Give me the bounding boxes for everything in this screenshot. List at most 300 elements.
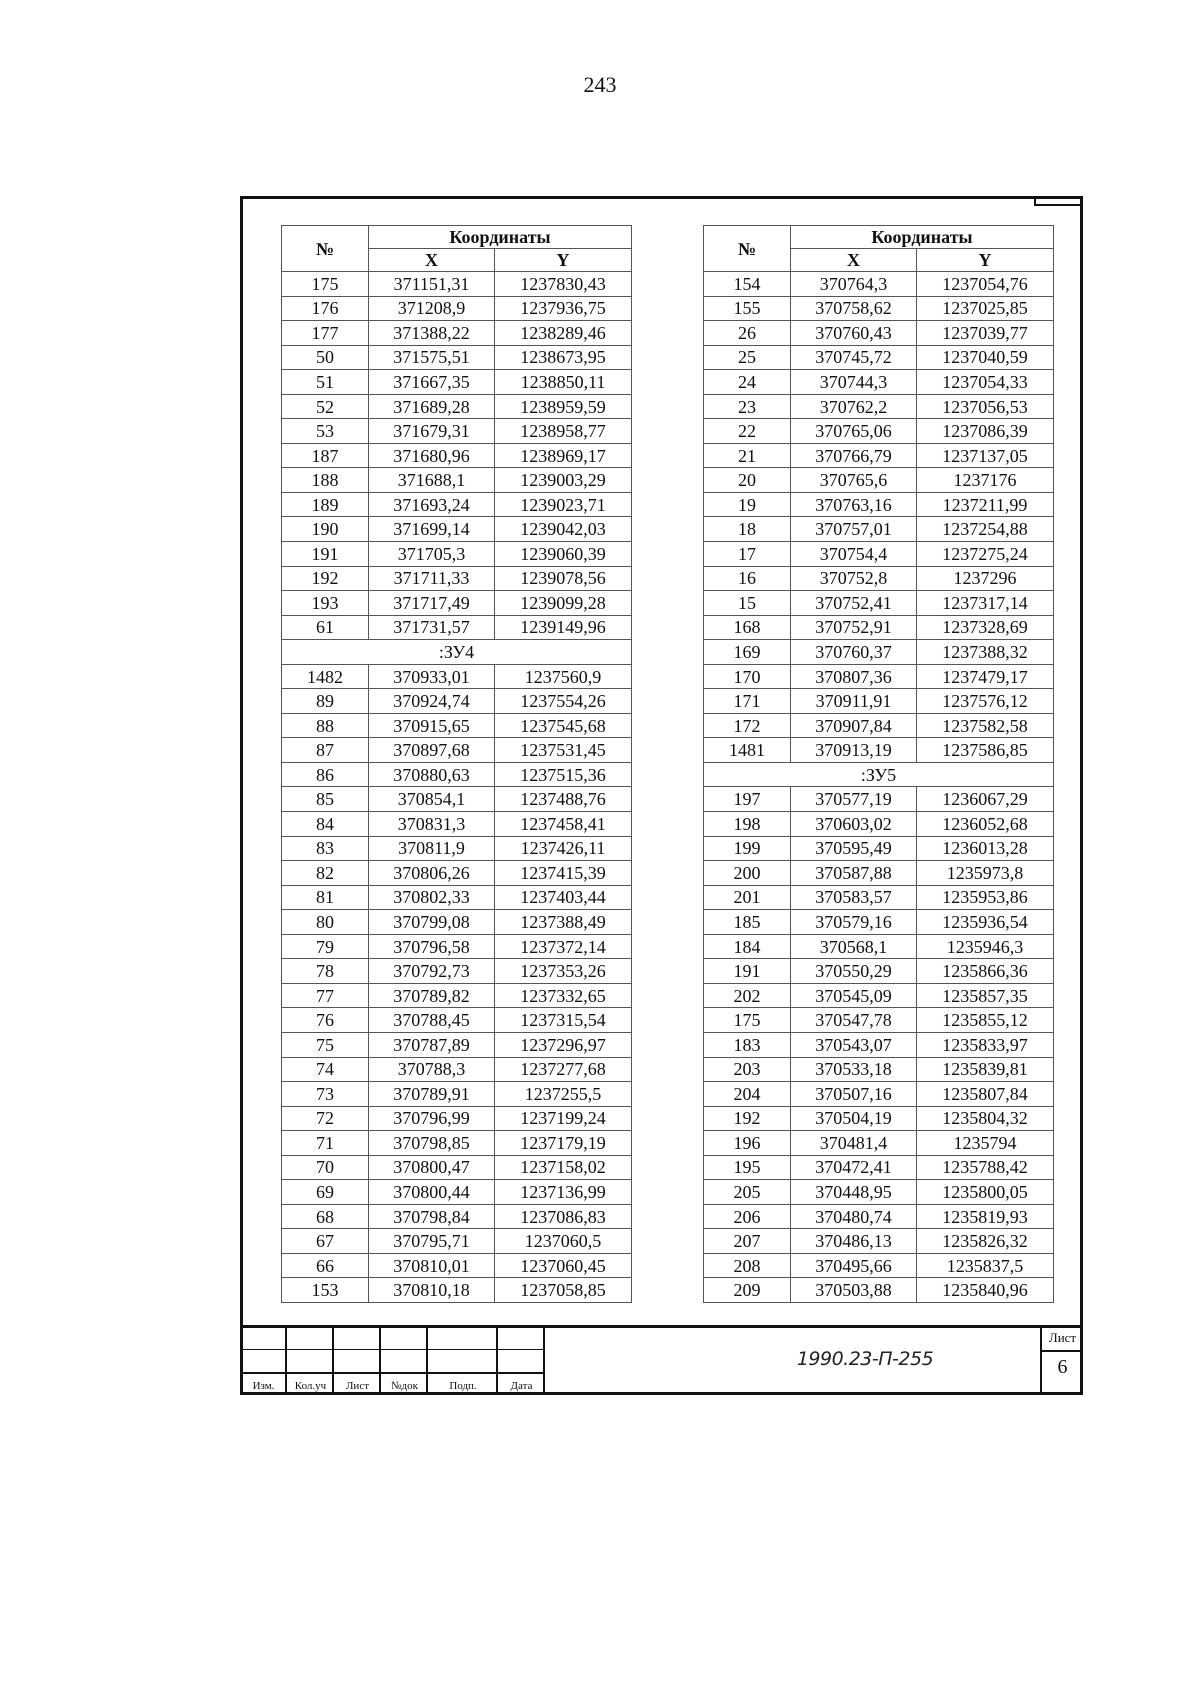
coord-y: 1238850,11	[495, 370, 632, 395]
coord-x: 370765,06	[791, 419, 917, 444]
coord-x: 370788,45	[369, 1008, 495, 1033]
sheet-label: Лист	[1048, 1330, 1077, 1345]
coord-y: 1237025,85	[917, 296, 1054, 321]
coord-x: 370765,6	[791, 468, 917, 493]
coord-y: 1237086,39	[917, 419, 1054, 444]
table-row	[704, 1082, 1054, 1107]
table-row	[704, 664, 1054, 689]
table-row	[282, 615, 632, 640]
coord-y: 1237086,83	[495, 1204, 632, 1229]
coord-x: 370854,1	[369, 787, 495, 812]
coord-y: 1235857,35	[917, 983, 1054, 1008]
table-row	[282, 1057, 632, 1082]
coord-y: 1237054,33	[917, 370, 1054, 395]
table-row	[704, 1278, 1054, 1303]
point-number: 176	[282, 296, 369, 321]
point-number: 153	[282, 1278, 369, 1303]
point-number: 87	[282, 738, 369, 763]
coord-x: 370795,71	[369, 1229, 495, 1254]
table-row	[282, 517, 632, 542]
point-number: 67	[282, 1229, 369, 1254]
coord-y: 1235788,42	[917, 1155, 1054, 1180]
point-number: 188	[282, 468, 369, 493]
table-row	[282, 1253, 632, 1278]
coord-y: 1237296	[917, 566, 1054, 591]
coord-y: 1237830,43	[495, 272, 632, 297]
sheet-number: 6	[1057, 1356, 1068, 1378]
point-number: 17	[704, 542, 791, 567]
sheet-box	[1040, 1328, 1083, 1395]
coord-y: 1239099,28	[495, 591, 632, 616]
table-row	[282, 861, 632, 886]
table-row	[704, 591, 1054, 616]
table-row	[704, 787, 1054, 812]
point-number: 200	[704, 861, 791, 886]
coord-y: 1237332,65	[495, 983, 632, 1008]
coord-x: 370587,88	[791, 861, 917, 886]
point-number: 18	[704, 517, 791, 542]
point-number: 68	[282, 1204, 369, 1229]
coord-x: 370533,18	[791, 1057, 917, 1082]
frame-corner-mark	[1034, 199, 1080, 206]
coord-y: 1235819,93	[917, 1204, 1054, 1229]
table-row	[704, 910, 1054, 935]
point-number: 171	[704, 689, 791, 714]
table-row	[282, 959, 632, 984]
point-number: 84	[282, 812, 369, 837]
coord-y: 1237328,69	[917, 615, 1054, 640]
point-number: 189	[282, 492, 369, 517]
point-number: 69	[282, 1180, 369, 1205]
coord-y: 1237353,26	[495, 959, 632, 984]
coord-x: 370806,26	[369, 861, 495, 886]
coord-y: 1237488,76	[495, 787, 632, 812]
point-number: 201	[704, 885, 791, 910]
coord-x: 370472,41	[791, 1155, 917, 1180]
coord-y: 1237211,99	[917, 492, 1054, 517]
point-number: 75	[282, 1032, 369, 1057]
coord-x: 371680,96	[369, 443, 495, 468]
table-row	[704, 321, 1054, 346]
sheet-divider	[1042, 1350, 1083, 1352]
point-number: 74	[282, 1057, 369, 1082]
point-number: 71	[282, 1131, 369, 1156]
point-number: 204	[704, 1082, 791, 1107]
table-row	[704, 566, 1054, 591]
coord-x: 370495,66	[791, 1253, 917, 1278]
table-row	[704, 272, 1054, 297]
table-row	[282, 689, 632, 714]
coord-x: 371705,3	[369, 542, 495, 567]
point-number: 25	[704, 345, 791, 370]
coord-x: 371711,33	[369, 566, 495, 591]
table-row	[282, 1082, 632, 1107]
table-row	[704, 1204, 1054, 1229]
coord-x: 370603,02	[791, 812, 917, 837]
coord-y: 1238959,59	[495, 394, 632, 419]
table-row	[704, 468, 1054, 493]
coord-x: 370766,79	[791, 443, 917, 468]
table-row	[282, 812, 632, 837]
point-number: 1482	[282, 664, 369, 689]
point-number: 76	[282, 1008, 369, 1033]
coord-x: 370577,19	[791, 787, 917, 812]
coord-y: 1237176	[917, 468, 1054, 493]
coord-y: 1237515,36	[495, 762, 632, 787]
coord-x: 371731,57	[369, 615, 495, 640]
coord-x: 371688,1	[369, 468, 495, 493]
coord-y: 1237388,32	[917, 640, 1054, 665]
coord-y: 1237158,02	[495, 1155, 632, 1180]
coord-y: 1235839,81	[917, 1057, 1054, 1082]
header-y: Y	[917, 249, 1054, 272]
coord-x: 371689,28	[369, 394, 495, 419]
coord-x: 370831,3	[369, 812, 495, 837]
point-number: 19	[704, 492, 791, 517]
coord-y: 1237545,68	[495, 713, 632, 738]
table-row	[282, 443, 632, 468]
coord-x: 370480,74	[791, 1204, 917, 1229]
table-row	[704, 443, 1054, 468]
coord-x: 370504,19	[791, 1106, 917, 1131]
coord-y: 1237254,88	[917, 517, 1054, 542]
coord-y: 1237479,17	[917, 664, 1054, 689]
table-row	[282, 542, 632, 567]
point-number: 79	[282, 934, 369, 959]
table-row	[282, 934, 632, 959]
table-row	[704, 1229, 1054, 1254]
coord-y: 1237039,77	[917, 321, 1054, 346]
coord-y: 1237426,11	[495, 836, 632, 861]
point-number: 20	[704, 468, 791, 493]
coord-x: 370507,16	[791, 1082, 917, 1107]
coord-y: 1237560,9	[495, 664, 632, 689]
title-block-label-ndok: №док	[391, 1380, 418, 1392]
point-number: 82	[282, 861, 369, 886]
point-number: 192	[704, 1106, 791, 1131]
point-number: 187	[282, 443, 369, 468]
point-number: 66	[282, 1253, 369, 1278]
point-number: 195	[704, 1155, 791, 1180]
coord-y: 1237582,58	[917, 713, 1054, 738]
point-number: 203	[704, 1057, 791, 1082]
header-x: X	[791, 249, 917, 272]
table-row	[282, 370, 632, 395]
coord-x: 370800,44	[369, 1180, 495, 1205]
point-number: 52	[282, 394, 369, 419]
title-block-label-kolvo: Кол.уч	[294, 1380, 327, 1392]
table-row	[282, 885, 632, 910]
title-block	[240, 1325, 1083, 1395]
table-row	[704, 1008, 1054, 1033]
coord-y: 1235855,12	[917, 1008, 1054, 1033]
point-number: 155	[704, 296, 791, 321]
point-number: 24	[704, 370, 791, 395]
coord-y: 1237060,45	[495, 1253, 632, 1278]
table-row	[282, 738, 632, 763]
coord-x: 370907,84	[791, 713, 917, 738]
point-number: 197	[704, 787, 791, 812]
table-row	[282, 591, 632, 616]
point-number: 205	[704, 1180, 791, 1205]
coord-x: 370758,62	[791, 296, 917, 321]
point-number: 72	[282, 1106, 369, 1131]
table-row	[282, 836, 632, 861]
point-number: 183	[704, 1032, 791, 1057]
header-number: №	[704, 226, 791, 272]
point-number: 207	[704, 1229, 791, 1254]
table-row	[282, 1204, 632, 1229]
coord-y: 1235936,54	[917, 910, 1054, 935]
coord-x: 370745,72	[791, 345, 917, 370]
coord-x: 370913,19	[791, 738, 917, 763]
coord-x: 371679,31	[369, 419, 495, 444]
point-number: 154	[704, 272, 791, 297]
coord-x: 371388,22	[369, 321, 495, 346]
coord-y: 1237199,24	[495, 1106, 632, 1131]
table-row	[704, 1131, 1054, 1156]
table-row	[282, 492, 632, 517]
table-row	[282, 1106, 632, 1131]
coord-x: 370933,01	[369, 664, 495, 689]
coord-x: 370543,07	[791, 1032, 917, 1057]
coord-x: 370811,9	[369, 836, 495, 861]
coord-x: 370798,85	[369, 1131, 495, 1156]
coord-y: 1237372,14	[495, 934, 632, 959]
coord-x: 370762,2	[791, 394, 917, 419]
point-number: 190	[282, 517, 369, 542]
coord-y: 1236013,28	[917, 836, 1054, 861]
document-code: 1990.23-П-255	[796, 1348, 934, 1370]
table-row	[282, 910, 632, 935]
coord-x: 370915,65	[369, 713, 495, 738]
table-row	[282, 566, 632, 591]
header-coordinates: Координаты	[791, 226, 1054, 249]
coord-x: 370760,37	[791, 640, 917, 665]
coord-y: 1235804,32	[917, 1106, 1054, 1131]
coord-x: 371208,9	[369, 296, 495, 321]
coord-y: 1238289,46	[495, 321, 632, 346]
point-number: 185	[704, 910, 791, 935]
table-row	[282, 664, 632, 689]
title-block-row-line	[240, 1349, 545, 1350]
coord-x: 370579,16	[791, 910, 917, 935]
table-row	[704, 370, 1054, 395]
point-number: 198	[704, 812, 791, 837]
table-row	[704, 885, 1054, 910]
coord-y: 1239023,71	[495, 492, 632, 517]
coord-x: 370789,82	[369, 983, 495, 1008]
coord-x: 370799,08	[369, 910, 495, 935]
table-row	[704, 934, 1054, 959]
coord-x: 371693,24	[369, 492, 495, 517]
coord-x: 370760,43	[791, 321, 917, 346]
table-row	[704, 836, 1054, 861]
table-row	[704, 713, 1054, 738]
table-row	[282, 1229, 632, 1254]
table-row	[704, 394, 1054, 419]
table-row	[704, 1106, 1054, 1131]
point-number: 78	[282, 959, 369, 984]
coord-x: 371151,31	[369, 272, 495, 297]
point-number: 1481	[704, 738, 791, 763]
point-number: 86	[282, 762, 369, 787]
coord-y: 1237531,45	[495, 738, 632, 763]
coord-x: 370752,91	[791, 615, 917, 640]
table-row	[704, 640, 1054, 665]
coord-y: 1237315,54	[495, 1008, 632, 1033]
coord-y: 1237586,85	[917, 738, 1054, 763]
coord-y: 1237136,99	[495, 1180, 632, 1205]
point-number: 26	[704, 321, 791, 346]
point-number: 191	[282, 542, 369, 567]
coord-x: 370796,99	[369, 1106, 495, 1131]
point-number: 209	[704, 1278, 791, 1303]
coord-x: 370800,47	[369, 1155, 495, 1180]
table-row	[282, 345, 632, 370]
coord-x: 370486,13	[791, 1229, 917, 1254]
coord-x: 370754,4	[791, 542, 917, 567]
coord-y: 1237275,24	[917, 542, 1054, 567]
point-number: 53	[282, 419, 369, 444]
table-row	[282, 762, 632, 787]
coordinates-table-right	[703, 225, 1054, 1303]
table-row	[282, 1131, 632, 1156]
coord-x: 370789,91	[369, 1082, 495, 1107]
table-row	[282, 1155, 632, 1180]
point-number: 83	[282, 836, 369, 861]
coord-x: 370448,95	[791, 1180, 917, 1205]
coord-y: 1237576,12	[917, 689, 1054, 714]
point-number: 196	[704, 1131, 791, 1156]
table-row	[704, 517, 1054, 542]
point-number: 88	[282, 713, 369, 738]
coordinates-table-left	[281, 225, 632, 1303]
coord-y: 1235866,36	[917, 959, 1054, 984]
point-number: 206	[704, 1204, 791, 1229]
table-row	[282, 787, 632, 812]
coord-y: 1235973,8	[917, 861, 1054, 886]
coord-y: 1238673,95	[495, 345, 632, 370]
header-x: X	[369, 249, 495, 272]
table-row	[704, 983, 1054, 1008]
coord-x: 370911,91	[791, 689, 917, 714]
coord-y: 1237060,5	[495, 1229, 632, 1254]
point-number: 169	[704, 640, 791, 665]
coord-y: 1235837,5	[917, 1253, 1054, 1278]
coord-x: 371667,35	[369, 370, 495, 395]
coord-x: 370481,4	[791, 1131, 917, 1156]
table-row	[282, 1278, 632, 1303]
title-block-row-line	[240, 1372, 545, 1374]
coord-x: 370810,01	[369, 1253, 495, 1278]
point-number: 21	[704, 443, 791, 468]
coord-x: 370545,09	[791, 983, 917, 1008]
coord-y: 1235826,32	[917, 1229, 1054, 1254]
point-number: 77	[282, 983, 369, 1008]
coord-y: 1239060,39	[495, 542, 632, 567]
title-block-label-list: Лист	[345, 1380, 370, 1392]
coord-x: 371717,49	[369, 591, 495, 616]
point-number: 51	[282, 370, 369, 395]
point-number: 170	[704, 664, 791, 689]
point-number: 89	[282, 689, 369, 714]
section-label: :ЗУ4	[282, 640, 632, 665]
table-row	[704, 419, 1054, 444]
table-row	[704, 1180, 1054, 1205]
table-row	[704, 738, 1054, 763]
table-row	[282, 468, 632, 493]
point-number: 191	[704, 959, 791, 984]
point-number: 208	[704, 1253, 791, 1278]
coord-x: 370550,29	[791, 959, 917, 984]
coord-x: 370798,84	[369, 1204, 495, 1229]
point-number: 81	[282, 885, 369, 910]
coord-y: 1237137,05	[917, 443, 1054, 468]
table-row	[704, 615, 1054, 640]
section-row	[282, 640, 632, 665]
coord-x: 370802,33	[369, 885, 495, 910]
table-row	[282, 394, 632, 419]
coord-y: 1237403,44	[495, 885, 632, 910]
table-row	[282, 296, 632, 321]
point-number: 168	[704, 615, 791, 640]
coord-x: 370764,3	[791, 272, 917, 297]
coord-y: 1237054,76	[917, 272, 1054, 297]
coord-y: 1235800,05	[917, 1180, 1054, 1205]
table-row	[704, 1253, 1054, 1278]
table-row	[704, 861, 1054, 886]
table-row	[704, 812, 1054, 837]
point-number: 193	[282, 591, 369, 616]
point-number: 202	[704, 983, 791, 1008]
table-row	[282, 1180, 632, 1205]
coord-y: 1238969,17	[495, 443, 632, 468]
title-block-label-izm: Изм.	[252, 1380, 275, 1392]
coord-x: 370752,8	[791, 566, 917, 591]
coord-y: 1237255,5	[495, 1082, 632, 1107]
coord-x: 370752,41	[791, 591, 917, 616]
coord-y: 1237179,19	[495, 1131, 632, 1156]
table-row	[704, 1032, 1054, 1057]
point-number: 177	[282, 321, 369, 346]
coord-y: 1237415,39	[495, 861, 632, 886]
coord-y: 1235946,3	[917, 934, 1054, 959]
coord-y: 1237554,26	[495, 689, 632, 714]
coord-y: 1239149,96	[495, 615, 632, 640]
point-number: 85	[282, 787, 369, 812]
coord-x: 370583,57	[791, 885, 917, 910]
coord-x: 370547,78	[791, 1008, 917, 1033]
coord-y: 1239003,29	[495, 468, 632, 493]
coord-x: 370880,63	[369, 762, 495, 787]
point-number: 80	[282, 910, 369, 935]
coord-y: 1237317,14	[917, 591, 1054, 616]
table-row	[282, 1032, 632, 1057]
point-number: 172	[704, 713, 791, 738]
point-number: 15	[704, 591, 791, 616]
point-number: 73	[282, 1082, 369, 1107]
coord-y: 1237936,75	[495, 296, 632, 321]
coord-y: 1235794	[917, 1131, 1054, 1156]
table-row	[704, 689, 1054, 714]
point-number: 175	[282, 272, 369, 297]
point-number: 175	[704, 1008, 791, 1033]
point-number: 22	[704, 419, 791, 444]
coord-x: 370807,36	[791, 664, 917, 689]
table-row	[282, 983, 632, 1008]
coord-y: 1239078,56	[495, 566, 632, 591]
